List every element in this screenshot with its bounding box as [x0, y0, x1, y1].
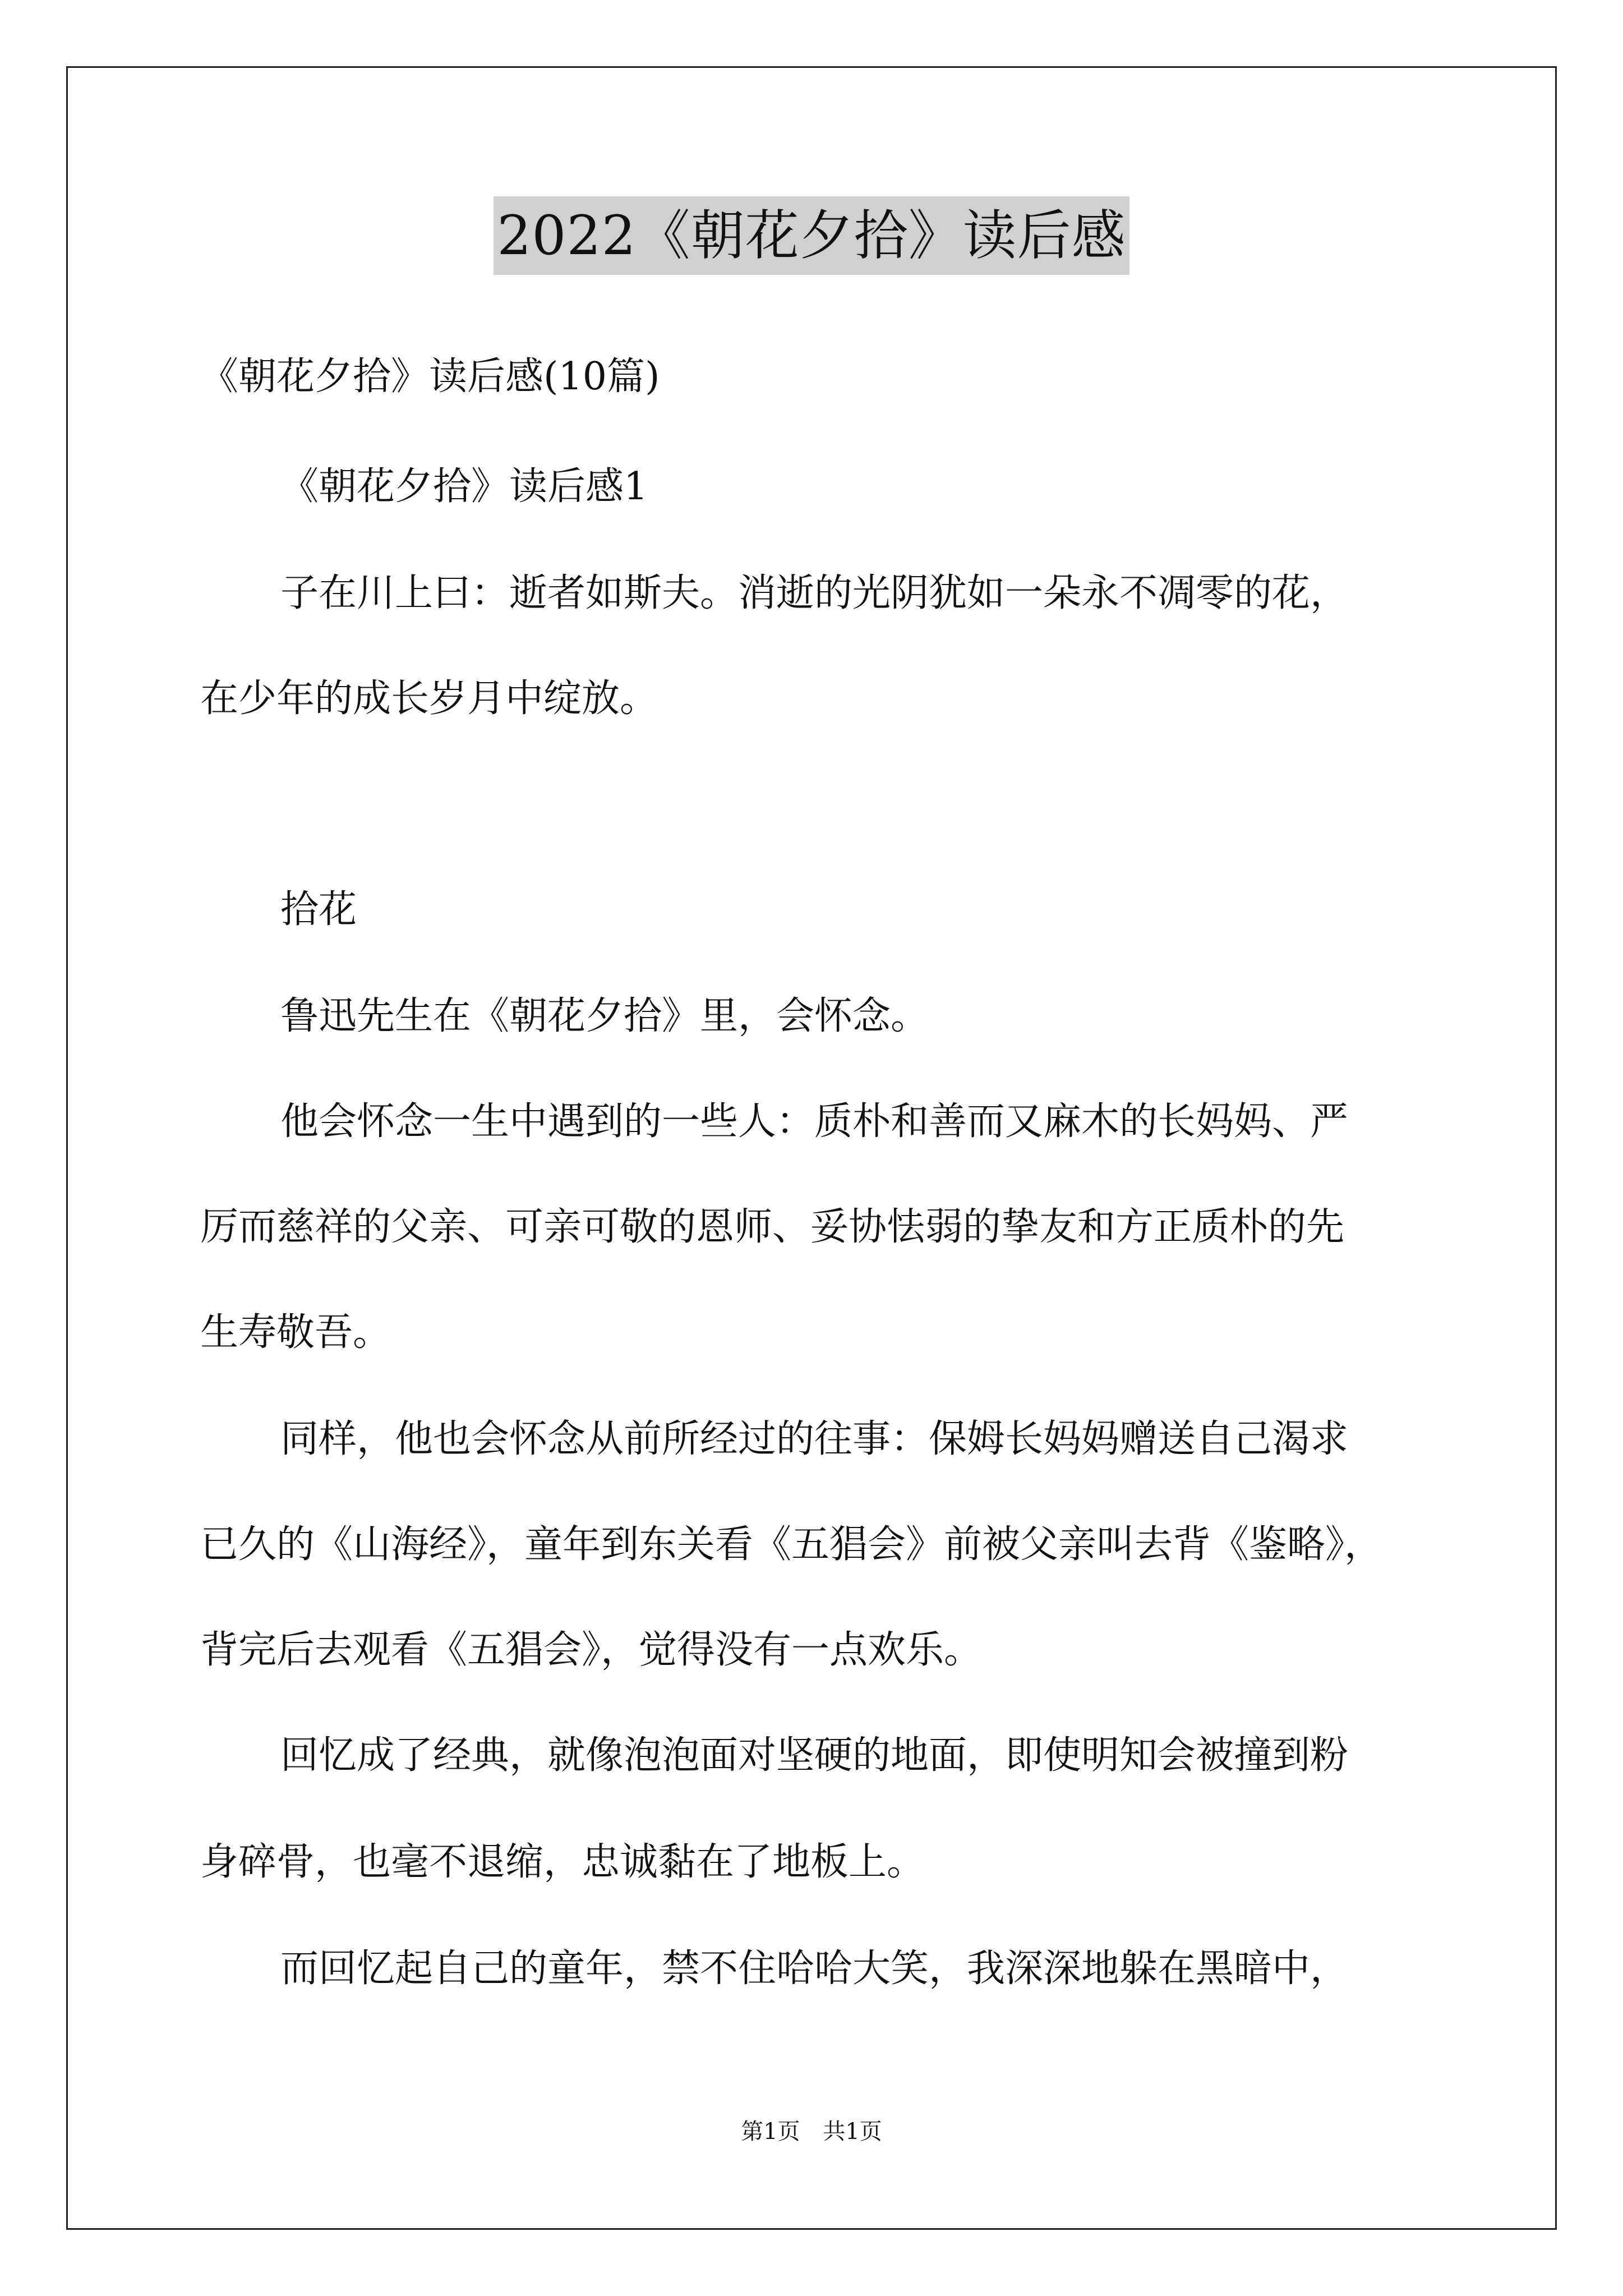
page-footer: [0, 2118, 1623, 2146]
paragraph-line: 在少年的成长岁月中绽放。: [200, 677, 658, 721]
paragraph-line: 身碎骨，也毫不退缩，忠诚黏在了地板上。: [200, 1840, 925, 1884]
subheading-shihua: 拾花: [280, 887, 357, 932]
paragraph-line: 鲁迅先生在《朝花夕拾》里，会怀念。: [280, 994, 929, 1038]
paragraph-line: 背完后去观看《五猖会》，觉得没有一点欢乐。: [200, 1628, 983, 1672]
document-title: 2022《朝花夕拾》读后感: [494, 196, 1129, 275]
paragraph-line: 已久的《山海经》，童年到东关看《五猖会》前被父亲叫去背《鉴略》，: [200, 1522, 1383, 1567]
section-heading: 《朝花夕拾》读后感1: [280, 464, 648, 509]
page-number: 第1页: [741, 2119, 800, 2145]
paragraph-line: 同样，他也会怀念从前所经过的往事：保姆长妈妈赠送自己渴求: [280, 1417, 1349, 1461]
subtitle: 《朝花夕拾》读后感(10篇): [200, 355, 660, 399]
paragraph-line: 厉而慈祥的父亲、可亲可敬的恩师、妥协怯弱的挚友和方正质朴的先: [200, 1205, 1345, 1249]
paragraph-line: 他会怀念一生中遇到的一些人：质朴和善而又麻木的长妈妈、严: [280, 1099, 1349, 1144]
paragraph-line: 子在川上曰：逝者如斯夫。消逝的光阴犹如一朵永不凋零的花，: [280, 571, 1349, 615]
page-total: 共1页: [823, 2119, 882, 2145]
title-container: [0, 196, 1623, 275]
paragraph-line: 而回忆起自己的童年，禁不住哈哈大笑，我深深地躲在黑暗中，: [280, 1947, 1349, 1991]
paragraph-line: 生寿敬吾。: [200, 1310, 391, 1355]
paragraph-line: 回忆成了经典，就像泡泡面对坚硬的地面，即使明知会被撞到粉: [280, 1733, 1349, 1778]
